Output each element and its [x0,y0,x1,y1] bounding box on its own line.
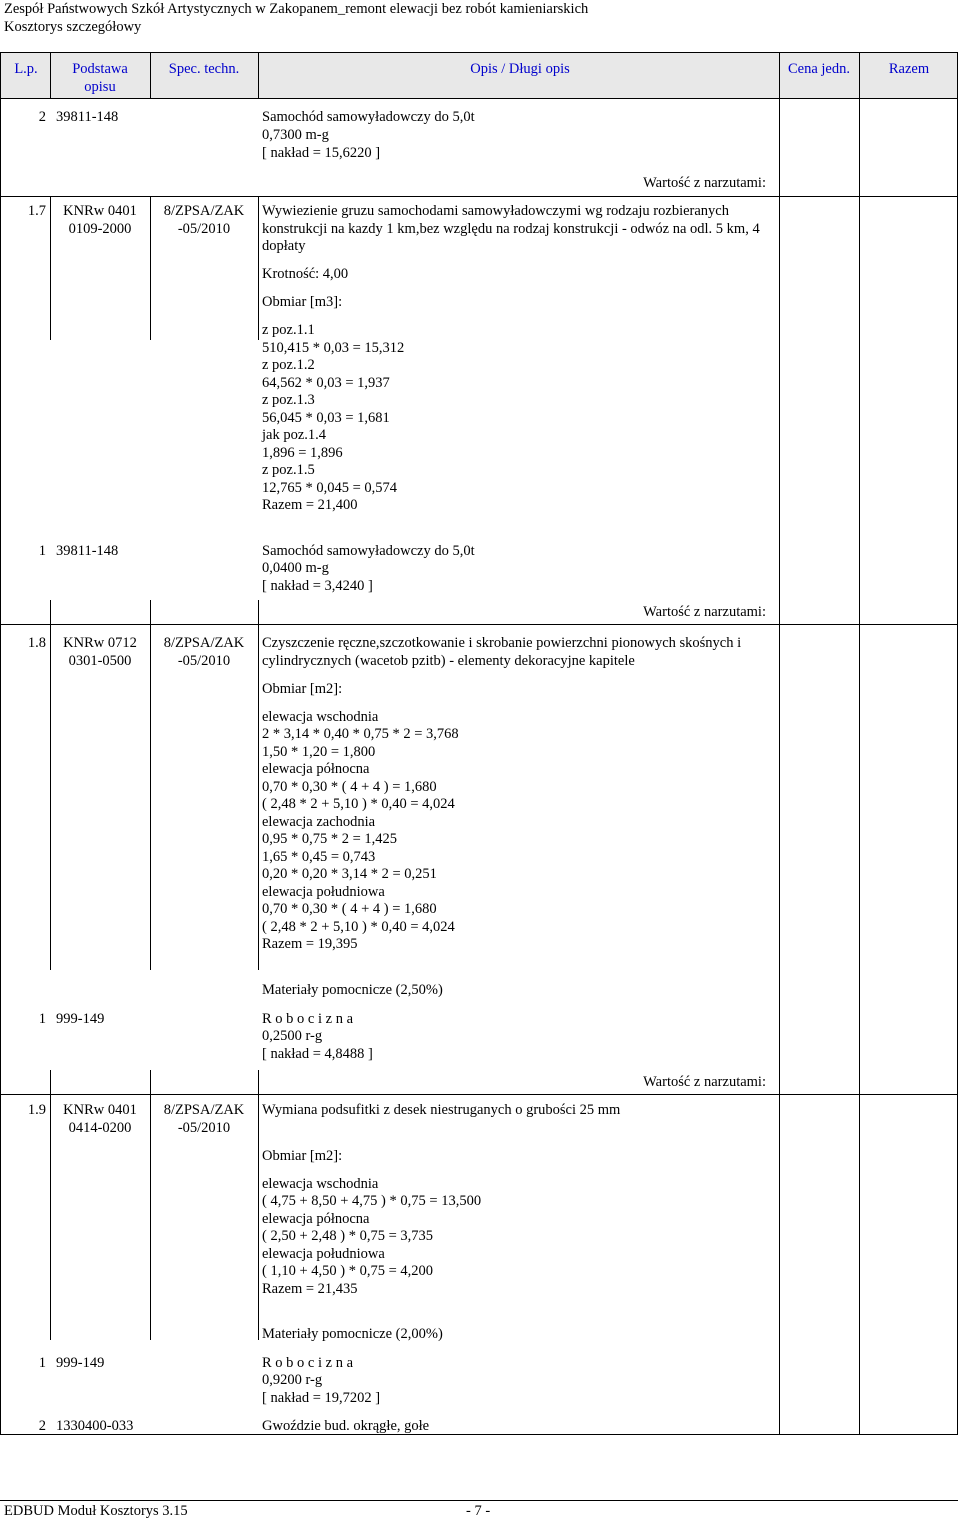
measurement-line: ( 2,48 * 2 + 5,10 ) * 0,40 = 4,024 [262,796,455,812]
measurement-line: 0,20 * 0,20 * 3,14 * 2 = 0,251 [262,866,437,882]
resource-code: 39811-148 [56,109,119,125]
measurement-line: 0,70 * 0,30 * ( 4 + 4 ) = 1,680 [262,901,437,917]
grid-line [150,600,151,970]
position-spec: 8/ZPSA/ZAK [163,203,245,219]
grid-line [0,98,958,99]
grid-line [258,196,259,340]
col-spec: Spec. techn. [168,61,240,77]
col-opis: Opis / Długi opis [470,61,570,77]
materialy-pomocnicze: Materiały pomocnicze (2,00%) [262,1326,443,1342]
resource-lp: 1 [38,1355,46,1371]
measurement-line: 2 * 3,14 * 0,40 * 0,75 * 2 = 3,768 [262,726,459,742]
resource-naklad: [ nakład = 19,7202 ] [262,1390,381,1406]
resource-naklad: [ nakład = 15,6220 ] [262,145,381,161]
footer-rule [0,1500,958,1501]
grid-line [50,196,51,340]
wartosc-label: Wartość z narzutami: [643,1074,766,1090]
col-razem: Razem [888,61,930,77]
resource-lp: 2 [38,1418,46,1434]
resource-naklad: [ nakład = 3,4240 ] [262,578,373,594]
grid-line [150,52,151,98]
grid-line [957,52,958,1435]
materialy-pomocnicze: Materiały pomocnicze (2,50%) [262,982,443,998]
obmiar-label: Obmiar [m3]: [262,294,343,310]
grid-line [0,52,958,53]
grid-line [0,52,1,1435]
measurement-line: elewacja wschodnia [262,709,379,725]
resource-lp: 1 [38,543,46,559]
row-separator [0,1094,958,1095]
wartosc-label: Wartość z narzutami: [643,604,766,620]
resource-name: R o b o c i z n a [262,1355,354,1371]
position-lp: 1.7 [27,203,46,219]
krotnosc: Krotność: 4,00 [262,266,349,282]
position-basis: KNRw 0712 [63,635,137,651]
resource-naklad: [ nakład = 4,8488 ] [262,1046,373,1062]
document-title: Zespół Państwowych Szkół Artystycznych w Zakopanem_remont elewacji bez robót kamieniarskich [4,1,589,17]
measurement-line: 1,50 * 1,20 = 1,800 [262,744,376,760]
measurement-line: z poz.1.3 [262,392,315,408]
row-separator [0,196,958,197]
position-basis: KNRw 0401 [63,1102,137,1118]
position-basis-code: 0301-0500 [68,653,132,669]
measurement-line: 1,896 = 1,896 [262,445,343,461]
resource-name: Samochód samowyładowczy do 5,0t [262,543,475,559]
measurement-line: elewacja północna [262,1211,370,1227]
position-lp: 1.8 [27,635,46,651]
grid-line [779,52,780,1435]
document-header [4,0,588,36]
resource-qty: 0,2500 r-g [262,1028,323,1044]
obmiar-label: Obmiar [m2]: [262,1148,343,1164]
position-basis-code: 0414-0200 [68,1120,132,1136]
measurement-line: elewacja południowa [262,1246,385,1262]
footer-page-number: - 7 - [466,1503,491,1519]
grid-line [50,1070,51,1340]
resource-lp: 2 [38,109,46,125]
resource-qty: 0,0400 m-g [262,560,329,576]
measurement-line: elewacja południowa [262,884,385,900]
measurement-line: z poz.1.1 [262,322,315,338]
resource-lp: 1 [38,1011,46,1027]
position-spec: 8/ZPSA/ZAK [163,1102,245,1118]
position-description: Wywiezienie gruzu samochodami samowyładowczymi wg rodzaju rozbieranych konstrukcji na kazdy 1 km,bez względu na rodzaj konstrukcji - odwóz na odl. 5 km, 4 dopłaty [262,203,760,254]
measurement-line: 1,65 * 0,45 = 0,743 [262,849,376,865]
grid-line [150,1070,151,1340]
measurement-line: ( 1,10 + 4,50 ) * 0,75 = 4,200 [262,1263,434,1279]
col-cena: Cena jedn. [787,61,850,77]
measurement-line: elewacja północna [262,761,370,777]
grid-line [859,52,860,1435]
obmiar-label: Obmiar [m2]: [262,681,343,697]
measurement-line: 0,70 * 0,30 * ( 4 + 4 ) = 1,680 [262,779,437,795]
measurement-total: Razem = 21,435 [262,1281,358,1297]
row-separator [0,624,958,625]
position-basis: KNRw 0401 [63,203,137,219]
measurement-total: Razem = 19,395 [262,936,358,952]
grid-line [50,600,51,970]
resource-name: Gwoździe bud. okrągłe, gołe [262,1418,430,1434]
grid-line [150,196,151,340]
position-description: Wymiana podsufitki z desek niestruganych o grubości 25 mm [262,1102,621,1118]
document-subtitle: Kosztorys szczegółowy [4,19,142,35]
footer-program: EDBUD Moduł Kosztorys 3.15 [4,1503,188,1519]
resource-code: 999-149 [56,1355,105,1371]
measurement-line: 510,415 * 0,03 = 15,312 [262,340,405,356]
table-header [0,52,958,98]
grid-line [258,600,259,970]
measurement-line: z poz.1.5 [262,462,315,478]
resource-qty: 0,9200 r-g [262,1372,323,1388]
measurement-line: 12,765 * 0,045 = 0,574 [262,480,398,496]
measurement-line: ( 4,75 + 8,50 + 4,75 ) * 0,75 = 13,500 [262,1193,482,1209]
col-lp: L.p. [14,61,38,77]
measurement-line: jak poz.1.4 [262,427,327,443]
position-description: Czyszczenie ręczne,szczotkowanie i skrobanie powierzchni pionowych skośnych i cylindrycznych (wacetob pzitb) - elementy dekoracyjne kapitele [262,635,742,669]
measurement-line: elewacja zachodnia [262,814,376,830]
resource-name: R o b o c i z n a [262,1011,354,1027]
position-spec-date: -05/2010 [177,653,231,669]
resource-code: 999-149 [56,1011,105,1027]
measurement-line: 64,562 * 0,03 = 1,937 [262,375,390,391]
position-spec-date: -05/2010 [177,1120,231,1136]
measurement-total: Razem = 21,400 [262,497,358,513]
measurement-line: z poz.1.2 [262,357,315,373]
resource-code: 1330400-033 [56,1418,134,1434]
measurement-line: ( 2,50 + 2,48 ) * 0,75 = 3,735 [262,1228,434,1244]
grid-line [258,1070,259,1340]
resource-name: Samochód samowyładowczy do 5,0t [262,109,475,125]
grid-line [258,52,259,98]
resource-qty: 0,7300 m-g [262,127,329,143]
measurement-line: 0,95 * 0,75 * 2 = 1,425 [262,831,398,847]
measurement-line: elewacja wschodnia [262,1176,379,1192]
position-spec-date: -05/2010 [177,221,231,237]
wartosc-label: Wartość z narzutami: [643,175,766,191]
measurement-line: 56,045 * 0,03 = 1,681 [262,410,390,426]
resource-code: 39811-148 [56,543,119,559]
grid-line [50,52,51,98]
position-lp: 1.9 [27,1102,46,1118]
position-spec: 8/ZPSA/ZAK [163,635,245,651]
measurement-line: ( 2,48 * 2 + 5,10 ) * 0,40 = 4,024 [262,919,455,935]
position-basis-code: 0109-2000 [68,221,132,237]
grid-line [0,1434,958,1435]
col-podstawa: Podstawa opisu [72,61,128,95]
